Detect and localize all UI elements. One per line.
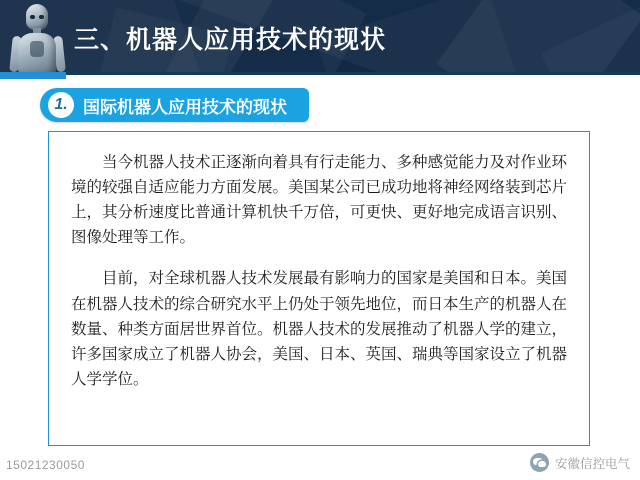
robot-mascot-icon xyxy=(10,2,66,72)
footer-code: 15021230050 xyxy=(6,458,85,472)
content-panel xyxy=(48,131,590,446)
section-subtitle xyxy=(40,88,309,122)
slide-header xyxy=(0,0,640,72)
section-number-badge: 1. xyxy=(48,92,74,118)
section-subtitle-label: 国际机器人应用技术的现状 xyxy=(83,97,287,117)
page-title: 三、机器人应用技术的现状 xyxy=(74,26,387,54)
content-paragraph: 当今机器人技术正逐渐向着具有行走能力、多种感觉能力及对作业环境的较强自适应能力方面发展。美国某公司已成功地将神经网络装到芯片上，其分析速度比普通计算机快千万倍，可更快、更好地完成语言识别、图像处理等工作。 xyxy=(71,154,568,247)
header-divider xyxy=(66,72,640,75)
wechat-icon xyxy=(530,453,549,472)
watermark-label: 安徽信控电气 xyxy=(554,456,630,471)
header-accent-bar xyxy=(0,72,66,79)
watermark xyxy=(530,453,630,472)
content-paragraph: 目前，对全球机器人技术发展最有影响力的国家是美国和日本。美国在机器人技术的综合研究水平上仍处于领先地位，而日本生产的机器人在数量、种类方面居世界首位。机器人技术的发展推动了机器人学的建立，许多国家成立了机器人协会，美国、日本、英国、瑞典等国家设立了机器人学学位。 xyxy=(71,270,568,388)
